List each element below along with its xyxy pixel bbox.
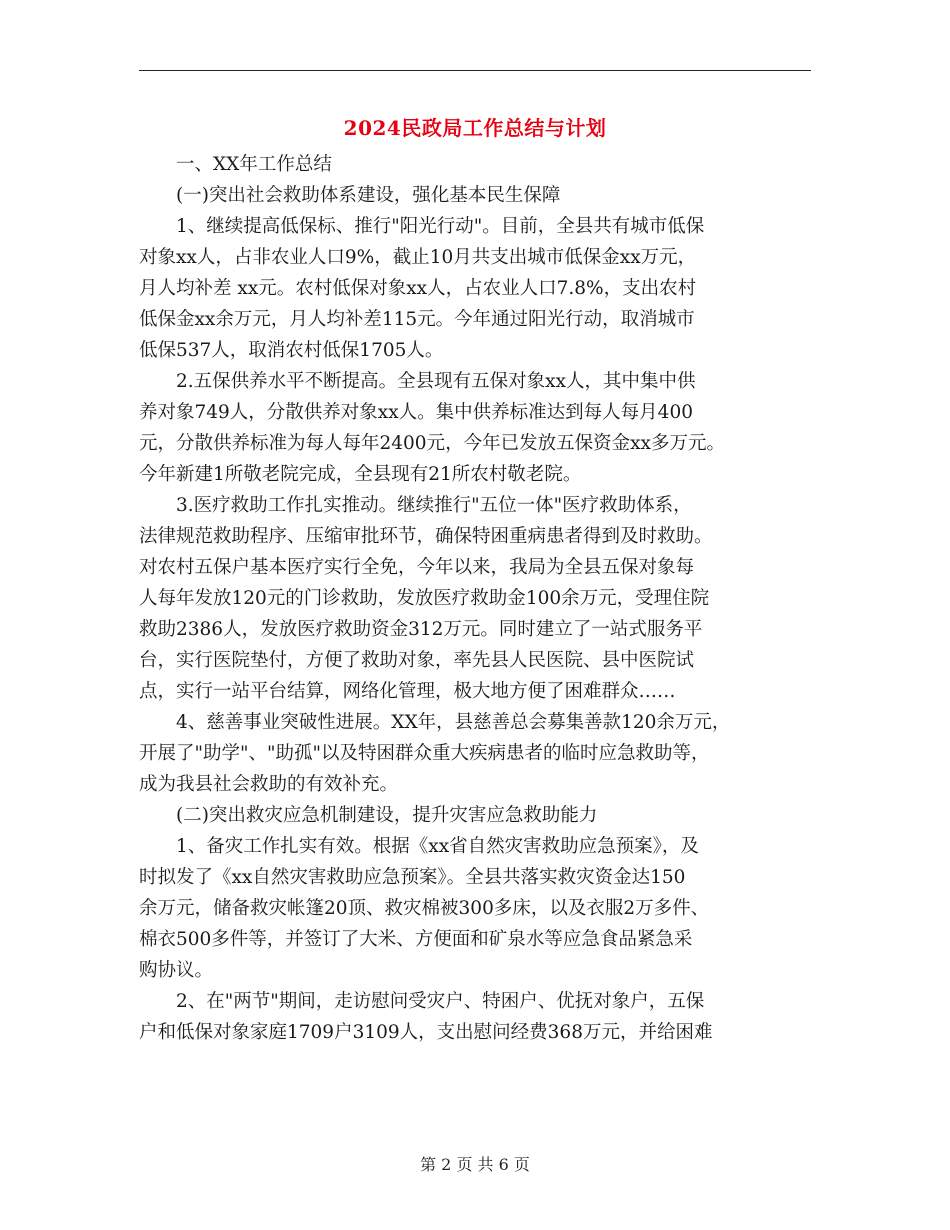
body-line: 人每年发放120元的门诊救助，发放医疗救助金100余万元，受理住院 — [139, 588, 710, 609]
body-line: 低保金xx余万元，月人均补差115元。今年通过阳光行动，取消城市 — [139, 309, 695, 330]
body-line: 开展了"助学"、"助孤"以及特困群众重大疾病患者的临时应急救助等， — [139, 743, 710, 764]
document-body — [139, 149, 815, 1048]
body-line: (一)突出社会救助体系建设，强化基本民生保障 — [176, 185, 561, 206]
body-line: 点，实行一站平台结算，网络化管理，极大地方便了困难群众…… — [139, 681, 676, 702]
body-line: 棉衣500多件等，并签订了大米、方便面和矿泉水等应急食品紧急采 — [139, 929, 693, 950]
body-line: 成为我县社会救助的有效补充。 — [139, 774, 399, 795]
document-title: 2024民政局工作总结与计划 — [343, 116, 607, 140]
body-line: 4、慈善事业突破性进展。XX年，县慈善总会募集善款120余万元， — [176, 712, 731, 733]
body-line: 台，实行医院垫付，方便了救助对象，率先县人民医院、县中医院试 — [139, 650, 695, 671]
body-line: 1、继续提高低保标、推行"阳光行动"。目前，全县共有城市低保 — [176, 216, 705, 237]
body-line: 一、XX年工作总结 — [176, 154, 332, 175]
body-line: 低保537人，取消农村低保1705人。 — [139, 340, 444, 361]
body-line: 2.五保供养水平不断提高。全县现有五保对象xx人，其中集中供 — [176, 371, 696, 392]
body-line: 救助2386人，发放医疗救助资金312万元。同时建立了一站式服务平 — [139, 619, 703, 640]
body-line: 时拟发了《xx自然灾害救助应急预案》。全县共落实救灾资金达150 — [139, 867, 686, 888]
body-line: 养对象749人，分散供养对象xx人。集中供养标准达到每人每月400 — [139, 402, 693, 423]
body-line: 月人均补差 xx元。农村低保对象xx人，占农业人口7.8%，支出农村 — [139, 278, 697, 299]
body-line: 2、在"两节"期间，走访慰问受灾户、特困户、优抚对象户，五保 — [176, 991, 705, 1012]
body-line: (二)突出救灾应急机制建设，提升灾害应急救助能力 — [176, 805, 598, 826]
body-line: 对象xx人，占非农业人口9%，截止10月共支出城市低保金xx万元， — [139, 247, 697, 268]
body-line: 元，分散供养标准为每人每年2400元，今年已发放五保资金xx多万元。 — [139, 433, 725, 454]
body-line: 对农村五保户基本医疗实行全免，今年以来，我局为全县五保对象每 — [139, 557, 695, 578]
page-footer: 第 2 页 共 6 页 — [420, 1155, 530, 1174]
body-line: 1、备灾工作扎实有效。根据《xx省自然灾害救助应急预案》，及 — [176, 836, 699, 857]
body-line: 法律规范救助程序、压缩审批环节，确保特困重病患者得到及时救助。 — [139, 526, 713, 547]
body-line: 购协议。 — [139, 960, 214, 981]
body-line: 余万元，储备救灾帐篷20顶、救灾棉被300多床，以及衣服2万多件、 — [139, 898, 710, 919]
header-rule — [139, 70, 811, 71]
body-line: 3.医疗救助工作扎实推动。继续推行"五位一体"医疗救助体系， — [176, 495, 692, 516]
body-line: 今年新建1所敬老院完成，全县现有21所农村敬老院。 — [139, 464, 582, 485]
body-line: 户和低保对象家庭1709户3109人，支出慰问经费368万元，并给困难 — [139, 1022, 713, 1043]
